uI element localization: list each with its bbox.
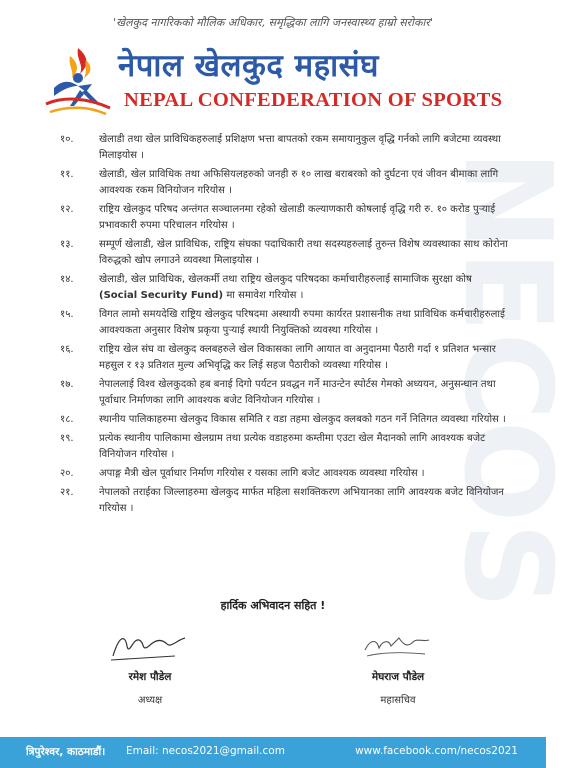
signatory-name: मेघराज पौडेल (371, 671, 425, 683)
list-item (60, 167, 508, 199)
footer-address: त्रिपुरेश्वर, काठमाडौं। (26, 746, 106, 758)
org-title-english: NEPAL CONFEDERATION OF SPORTS (124, 89, 503, 111)
item-text-main: खेलाडी, खेल प्राविधिक, खेलकर्मी तथा राष्ट्रिय खेलकुद परिषदका कर्माचारीहरुलाई सामाजिक सुरक्षा कोष (99, 274, 472, 285)
list-item (60, 272, 508, 304)
item-number: २१. (60, 487, 74, 498)
item-number: १९. (60, 433, 74, 444)
signature-block-president (80, 626, 220, 706)
list-item (60, 431, 508, 463)
signatory-name: रमेश पौडेल (128, 671, 172, 683)
signatory-role: अध्यक्ष (137, 695, 163, 706)
footer-bar (0, 737, 546, 768)
item-text: राष्ट्रिय खेल संघ वा खेलकुद क्लबहरुले खेल विकासका लागि आयात वा अनुदानमा पैठारी गर्दा १ प्रतिशत भन्सार महसुल र १३ प्रतिशत मुल्य अभिवृद्धि कर लिई सहज पैठारीको व्यवस्था गरियोस । (99, 344, 496, 371)
item-number: १२. (60, 204, 74, 215)
greeting: हार्दिक अभिवादन सहित ! (220, 599, 326, 612)
item-text: विगत लामो समयदेखि राष्ट्रिय खेलकुद परिषदमा अस्थायी रुपमा कार्यरत प्रशासनीक तथा प्राविधिक कर्मचारीहरुलाई आवश्यकता अनुसार विशेष प्रकृया पुऱ्याई स्थायी नियुक्तिको व्यवस्था गरियोस । (99, 309, 505, 336)
list-item (60, 485, 508, 517)
list-item (60, 202, 508, 234)
org-title-nepali: नेपाल खेलकुद महासंघ (118, 48, 379, 84)
signature-block-secretary (328, 626, 468, 706)
torch-runner-logo (40, 44, 116, 120)
item-text: राष्ट्रिय खेलकुद परिषद अन्तंगत सञ्चालनमा रहेको खेलाडी कल्याणकारी कोषलाई वृद्धि गरी रु. १० करोड पुऱ्याई प्रभावकारी रुपमा परिचालन गरियोस । (99, 204, 496, 231)
item-number: १०. (60, 134, 74, 145)
list-item (60, 412, 508, 428)
item-number: १८. (60, 414, 74, 425)
item-text: स्थानीय पालिकाहरुमा खेलकुद विकास समिति र वडा तहमा खेलकुद क्लबको गठन गर्ने नितिगत व्यवस्था गरियोस । (99, 414, 506, 425)
list-item (60, 377, 508, 409)
item-text: अपाङ्ग मैत्री खेल पूर्वाधार निर्माण गरियोस र यसका लागि बजेट आवश्यक व्यवस्था गरियोस । (99, 468, 425, 479)
item-number: १६. (60, 344, 74, 355)
footer-facebook-link[interactable]: www.facebook.com/necos2021 (355, 745, 518, 757)
item-number: १५. (60, 309, 74, 320)
item-text: खेलाडी, खेल प्राविधिक तथा अफिसियलहरुको जनही रु १० लाख बराबरको को दुर्घटना एवं जीवन बीमाका लागि आवश्यक रकम विनियोजन गरियोस । (99, 169, 499, 196)
item-text: खेलाडी तथा खेल प्राविधिकहरुलाई प्रशिक्षण भत्ता बापतको रकम समायानुकुल वृद्धि गर्नको लागि बजेटमा व्यवस्था मिलाइयोस । (99, 134, 501, 161)
item-number: २०. (60, 468, 74, 479)
item-number: ११. (60, 169, 74, 180)
item-text (99, 272, 508, 304)
demand-list (60, 132, 508, 520)
motto: 'खेलकुद नागरिकको मौलिक अधिकार, समृद्धिका लागि जनस्वास्थ्य हाम्रो सरोकार' (113, 16, 433, 29)
item-number: १४. (60, 274, 74, 285)
item-number: १३. (60, 239, 74, 250)
item-text-tail: मा समावेश गरियोस । (223, 290, 304, 301)
watermark: NECOS (437, 150, 576, 609)
list-item (60, 307, 508, 339)
item-text: नेपाललाई विश्व खेलकुदको हब बनाई दिगो पर्यटन प्रवद्धन गर्ने माउन्टेन स्पोर्टस गेमको अध्ययन, अनुसन्धान तथा पूर्वाधार निर्माणका लागि आवश्यक बजेट विनियोजन गरियोस । (99, 379, 496, 406)
list-item (60, 237, 508, 269)
signature-icon (105, 626, 195, 666)
signature-icon (353, 626, 443, 666)
signatory-role: महासचिव (380, 695, 416, 706)
item-text: सम्पूर्ण खेलाडी, खेल प्राविधिक, राष्ट्रिय संघका पदाधिकारी तथा सदस्यहरुलाई तुरुन्त विशेष व्यवस्थाका साथ कोरोना विरुद्धको खोप लगाउने व्यवस्था मिलाइयोस । (99, 239, 508, 266)
item-text: नेपालको तराईका जिल्लाहरुमा खेलकुद मार्फत महिला सशक्तिकरण अभियानका लागि आवश्यक बजेट विनियोजन गरियोस । (99, 487, 504, 514)
item-number: १७. (60, 379, 74, 390)
list-item (60, 132, 508, 164)
footer-email-link[interactable]: Email: necos2021@gmail.com (126, 745, 285, 757)
list-item (60, 466, 508, 482)
list-item (60, 342, 508, 374)
social-security-fund-label: (Social Security Fund) (99, 290, 224, 301)
item-text: प्रत्येक स्थानीय पालिकामा खेलग्राम तथा प्रत्येक वडाहरुमा कम्तीमा एउटा खेल मैदानको लागि आवश्यक बजेट विनियोजन गरियोस । (99, 433, 486, 460)
